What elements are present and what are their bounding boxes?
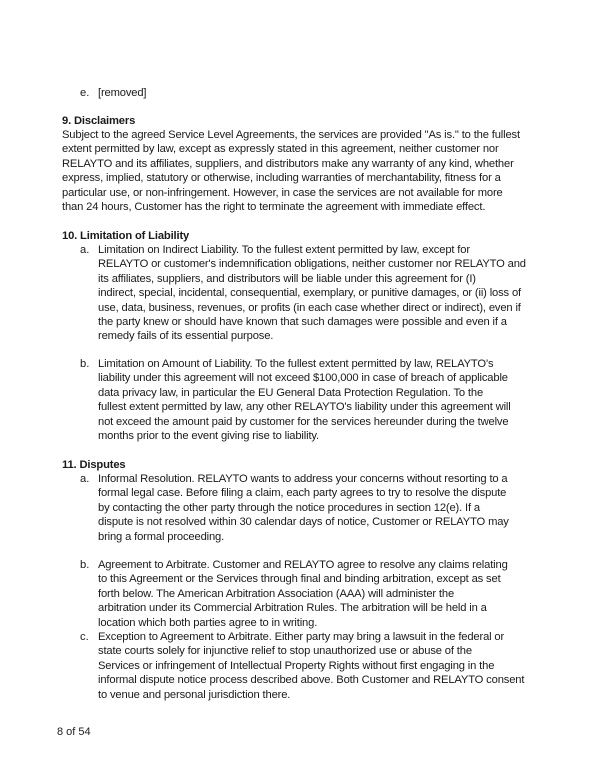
text-line: the party knew or should have known that such damages were possible and even if a <box>98 316 507 329</box>
disclaimers-paragraph <box>62 128 520 214</box>
text-line: forth below. The American Arbitration Association (AAA) will administer the <box>98 587 455 600</box>
text-line: remedy fails of its essential purpose. <box>98 330 274 343</box>
text-line: arbitration under its Commercial Arbitration Rules. The arbitration will be held in a <box>98 602 487 615</box>
text-line: months prior to the event giving rise to liability. <box>98 430 319 443</box>
list-label: e. <box>80 87 90 99</box>
list-text: [removed] <box>98 87 147 99</box>
text-line: location which both parties agree to in writing. <box>98 616 318 629</box>
text-line: to venue and personal jurisdiction there. <box>98 688 291 701</box>
arbitration-paragraph <box>98 558 508 630</box>
text-line: its affiliates, suppliers, and distributors will be liable under this agreement for (I) <box>98 272 476 285</box>
text-line: Services or infringement of Intellectual Property Rights without first engaging in the <box>98 659 495 672</box>
text-line: informal dispute notice process described above. Both Customer and RELAYTO consent <box>98 674 525 687</box>
page-number: 8 of 54 <box>57 726 91 738</box>
text-line: Informal Resolution. RELAYTO wants to address your concerns without resorting to a <box>98 473 508 485</box>
informal-resolution-paragraph <box>98 472 509 544</box>
text-line: not exceed the amount paid by customer for the services hereunder during the twelve <box>98 415 509 428</box>
text-line: than 24 hours, Customer has the right to terminate the agreement with immediate effect. <box>62 201 486 214</box>
list-label: a. <box>80 244 90 256</box>
text-line: Limitation on Indirect Liability. To the fullest extent permitted by law, except for <box>98 244 470 256</box>
text-line: Agreement to Arbitrate. Customer and RELAYTO agree to resolve any claims relating <box>98 559 508 571</box>
text-line: Limitation on Amount of Liability. To the fullest extent permitted by law, RELAYTO's <box>98 358 494 370</box>
text-line: particular use, or non-infringement. However, in case the services are not available for more <box>62 186 503 199</box>
text-line: data privacy law, in particular the EU General Data Protection Regulation. To the <box>98 386 484 399</box>
section-heading-disputes: 11. Disputes <box>62 459 126 471</box>
section-heading-limitation-of-liability: 10. Limitation of Liability <box>62 230 190 242</box>
amount-liability-paragraph <box>98 357 511 443</box>
list-label: b. <box>80 358 90 370</box>
text-line: to this Agreement or the Services through final and binding arbitration, except as set <box>98 573 501 586</box>
text-line: state courts solely for injunctive relief to stop unauthorized use or abuse of the <box>98 645 472 658</box>
text-line: fullest extent permitted by law, any other RELAYTO's liability under this agreement will <box>98 401 511 414</box>
text-line: formal legal case. Before filing a claim, each party agrees to try to resolve the dispute <box>98 487 507 500</box>
text-line: RELAYTO and its affiliates, suppliers, and distributors make any warranty of any kind, whether <box>62 157 514 170</box>
section-heading-disclaimers: 9. Disclaimers <box>62 115 136 127</box>
text-line: use, data, business, revenues, or profits (in each case whether direct or indirect), even if <box>98 301 521 314</box>
list-label: b. <box>80 559 90 571</box>
text-line: Exception to Agreement to Arbitrate. Either party may bring a lawsuit in the federal or <box>98 631 505 643</box>
list-label: a. <box>80 473 90 485</box>
text-line: Subject to the agreed Service Level Agreements, the services are provided "As is." to the fullest <box>62 129 520 141</box>
indirect-liability-paragraph <box>98 243 526 344</box>
text-line: by contacting the other party through the notice procedures in section 12(e). If a <box>98 501 480 514</box>
arbitration-exception-paragraph <box>98 630 524 702</box>
text-line: indirect, special, incidental, consequential, exemplary, or punitive damages, or (ii) loss of <box>98 287 521 300</box>
text-line: dispute is not resolved within 30 calendar days of notice, Customer or RELAYTO may <box>98 516 509 529</box>
text-line: express, implied, statutory or otherwise, including warranties of merchantability, fitness for a <box>62 172 501 185</box>
list-label: c. <box>80 631 89 643</box>
list-item-removed <box>98 86 146 100</box>
text-line: bring a formal proceeding. <box>98 530 225 543</box>
text-line: extent permitted by law, except as expressly stated in this agreement, neither customer nor <box>62 143 499 156</box>
text-line: liability under this agreement will not exceed $100,000 in case of breach of applicable <box>98 372 508 385</box>
text-line: RELAYTO or customer's indemnification obligations, neither customer nor RELAYTO and <box>98 258 526 271</box>
